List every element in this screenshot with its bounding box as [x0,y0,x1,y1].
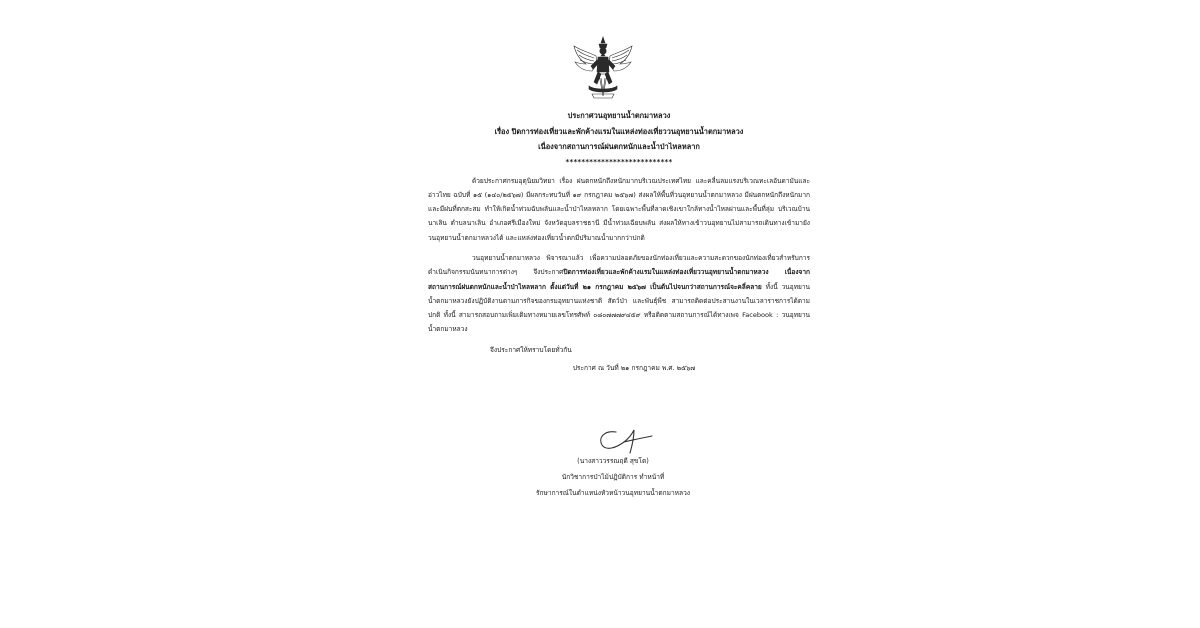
signer-acting-role: รักษาการณ์ในตำแหน่งหัวหน้าวนอุทยานน้ำตกมาหลวง [535,489,690,497]
separator-stars: *************************** [565,157,673,166]
paragraph-2-plain: วนอุทยานน้ำตกมาหลวง พิจารณาแล้ว เพื่อความปลอดภัยของนักท่องเที่ยวและความสะดวกของนักท่องเที่ยวสำหรับการดำเนินกิจกรรมนันทนาการต่างๆ จึงประกาศ [428,253,810,277]
paragraph-2-bold: ปิดการท่องเที่ยวและพักค้างแรมในแหล่งท่องเที่ยววนอุทยานน้ำตกมาหลวง เนื่องจากสถานการณ์ฝนตกหนักและน้ำป่าไหลหลาก ตั้งแต่วันที่ ๒๑ กรกฎาคม ๒๕๖๗ เป็นต้นไปจนกว่าสถานการณ์จะคลี่คลาย [428,268,811,291]
announcement-org-title: ประกาศวนอุทยานน้ำตกมาหลวง [567,111,671,120]
paragraph-2 [428,251,810,337]
signature-image [594,424,656,454]
announcement-document [428,108,810,375]
announcement-date: ประกาศ ณ วันที่ ๒๑ กรกฎาคม พ.ศ. ๒๕๖๗ [572,363,696,372]
signer-block [458,453,768,501]
paragraph-2-tail: ทั้งนี้ วนอุทยานน้ำตกมาหลวงยังปฏิบัติงานตามภารกิจของกรมอุทยานแห่งชาติ สัตว์ป่า และพันธุ์พืช สามารถติดต่อประสานงานในเวลาราชการได้ตามปกติ ทั้งนี้ สามารถสอบถามเพิ่มเติมทางหมายเลขโทรศัพท์ ๐๘๐๗๗๗๙๔๕๙ หรือติดตามสถานการณ์ได้ทางเพจ Facebook : วนอุทยานน้ำตกมาหลวง [428,282,810,334]
garuda-emblem-icon [572,36,634,102]
paragraph-1: ด้วยประกาศกรมอุตุนิยมวิทยา เรื่อง ฝนตกหนักถึงหนักมากบริเวณประเทศไทย และคลื่นลมแรงบริเวณทะเลอันดามันและอ่าวไทย ฉบับที่ ๑๕ (๑๔๐/๒๕๖๗) มีผลกระทบวันที่ ๑๙ กรกฎาคม ๒๕๖๗) ส่งผลให้พื้นที่วนอุทยานน้ำตกมาหลวง มีฝนตกหนักถึงหนักมากและมีฝนที่ตกสะสม ทำให้เกิดน้ำท่วมฉับพลันและน้ำป่าไหลหลาก โดยเฉพาะพื้นที่ลาดเชิงเขาใกล้ทางน้ำไหลผ่านและพื้นที่ลุ่ม บริเวณบ้านนาเลิน ตำบลนาเลิน อำเภอศรีเมืองใหม่ จังหวัดอุบลราชธานี มีน้ำท่วมเฉียบพลัน ส่งผลให้ทางเข้าวนอุทยานไม่สามารถเดินทางเข้ามายังวนอุทยานน้ำตกมาหลวงได้ และแหล่งท่องเที่ยวน้ำตกมีปริมาณน้ำมากกว่าปกติ [428,176,810,242]
signer-position: นักวิชาการป่าไม้ปฏิบัติการ ทำหน้าที่ [561,473,665,481]
announcement-body [428,174,810,337]
announcement-reason: เนื่องจากสถานการณ์ฝนตกหนักและน้ำป่าไหลหลาก [538,142,700,151]
signer-name: (นางสาววรรณฤดี สุขโต) [577,457,649,465]
closing-line: จึงประกาศให้ทราบโดยทั่วกัน [490,345,572,354]
announcement-subject: เรื่อง ปิดการท่องเที่ยวและพักค้างแรมในแหล่งท่องเที่ยววนอุทยานน้ำตกมาหลวง [494,126,744,136]
